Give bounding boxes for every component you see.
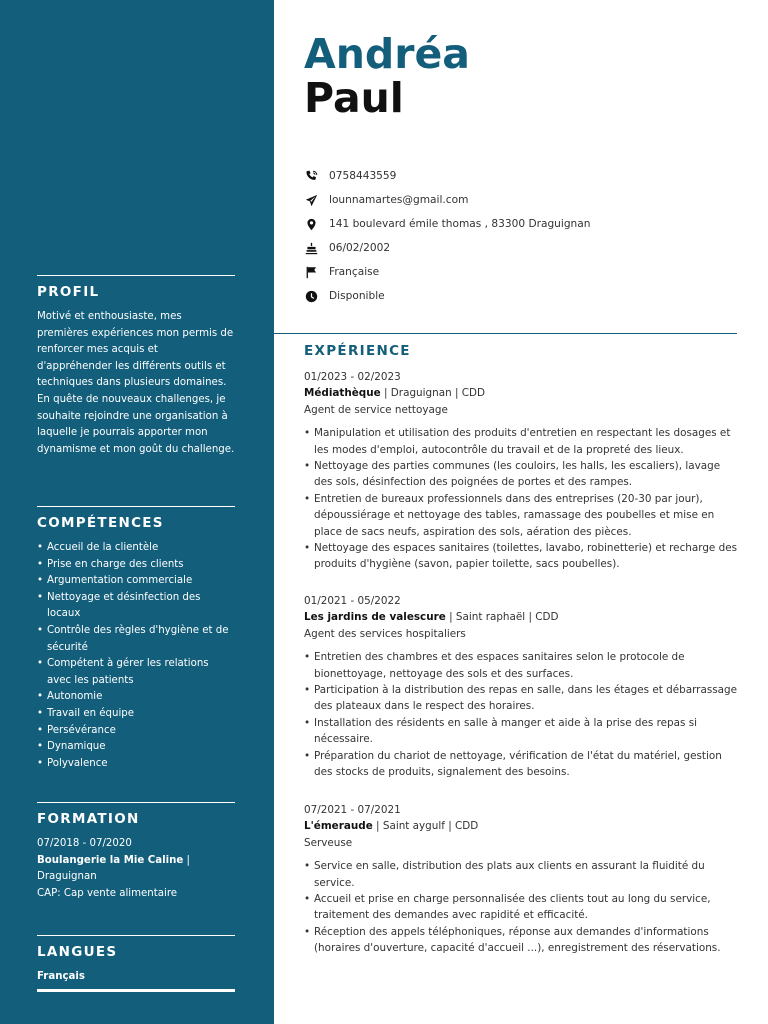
languages-section xyxy=(37,935,235,992)
job-task: • Installation des résidents en salle à manger et aide à la prise des repas si nécessaire. xyxy=(304,715,740,748)
sidebar xyxy=(0,0,274,1024)
section-divider xyxy=(274,333,737,334)
email-address: lounnamartes@gmail.com xyxy=(329,194,469,206)
profile-section xyxy=(37,275,235,458)
job-task: • Entretien des chambres et des espaces sanitaires selon le protocole de bionettoyage, nettoyage des sols et des surfaces. xyxy=(304,649,740,682)
job-entry xyxy=(304,369,740,573)
flag-icon xyxy=(304,265,318,279)
job-dates: 01/2023 - 02/2023 xyxy=(304,371,401,383)
skill-item: • Compétent à gérer les relations avec les patients xyxy=(37,656,235,689)
education-school-line xyxy=(37,853,235,870)
birth-date: 06/02/2002 xyxy=(329,242,391,254)
education-title: FORMATION xyxy=(37,811,140,827)
skill-item: • Dynamique xyxy=(37,739,235,756)
job-employer: L'émeraude xyxy=(304,820,373,833)
job-dates: 07/2021 - 07/2021 xyxy=(304,804,401,816)
languages-title: LANGUES xyxy=(37,944,118,960)
job-entry xyxy=(304,593,740,780)
job-task: • Préparation du chariot de nettoyage, vérification de l'état du matériel, gestion des stocks de produits, signalement des besoins. xyxy=(304,748,740,781)
job-employer-line xyxy=(304,385,740,401)
skills-title: COMPÉTENCES xyxy=(37,515,164,531)
job-task: • Accueil et prise en charge personnalisée des clients tout au long du service, traitement des demandes avec rapidité et efficacité. xyxy=(304,891,740,924)
job-employer: Les jardins de valescure xyxy=(304,611,446,624)
contact-birthdate xyxy=(304,236,590,260)
contact-address xyxy=(304,212,590,236)
job-details: | Draguignan | CDD xyxy=(380,387,486,400)
first-name: Andréa xyxy=(304,30,470,78)
contact-phone xyxy=(304,164,590,188)
job-task: • Entretien de bureaux professionnels dans des entreprises (20-30 par jour), dépoussiérage et nettoyage des tables, ramassage des poubelles et mise en place de sacs neufs, aspiration des sols, aération des pièces. xyxy=(304,491,740,540)
job-role: Serveuse xyxy=(304,836,353,849)
job-task: • Manipulation et utilisation des produits d'entretien en respectant les dosages et les modes d'emploi, autocontrôle du travail et de la propreté des lieux. xyxy=(304,425,740,458)
job-role: Agent des services hospitaliers xyxy=(304,627,466,640)
phone-number: 0758443559 xyxy=(329,170,397,182)
contact-nationality xyxy=(304,260,590,284)
section-divider xyxy=(37,275,235,276)
skill-item: • Autonomie xyxy=(37,689,235,706)
section-divider xyxy=(37,802,235,803)
job-task: • Nettoyage des espaces sanitaires (toilettes, lavabo, robinetterie) et recharge des produits d'hygiène (savon, papier toilette, sacs poubelles). xyxy=(304,540,740,573)
skill-item: • Prise en charge des clients xyxy=(37,557,235,574)
nationality: Française xyxy=(329,266,380,278)
job-tasks xyxy=(304,649,740,780)
job-tasks xyxy=(304,858,740,956)
last-name: Paul xyxy=(304,74,404,122)
job-tasks xyxy=(304,425,740,573)
education-separator: | xyxy=(183,854,190,866)
contact-list xyxy=(304,164,590,308)
profile-title: PROFIL xyxy=(37,284,100,300)
skills-list xyxy=(37,540,235,772)
skill-item: • Argumentation commerciale xyxy=(37,573,235,590)
job-role: Agent de service nettoyage xyxy=(304,403,448,416)
job-employer-line xyxy=(304,818,740,834)
main-content xyxy=(274,0,768,1024)
section-divider xyxy=(37,935,235,936)
language-name: Français xyxy=(37,971,85,982)
section-divider xyxy=(37,506,235,507)
postal-address: 141 boulevard émile thomas , 83300 Draguignan xyxy=(329,218,591,230)
education-dates: 07/2018 - 07/2020 xyxy=(37,838,132,849)
job-details: | Saint raphaël | CDD xyxy=(445,611,559,624)
clock-icon xyxy=(304,289,318,303)
education-entry xyxy=(37,836,235,902)
birthday-cake-icon xyxy=(304,241,318,255)
skill-item: • Travail en équipe xyxy=(37,706,235,723)
language-level-bar xyxy=(37,989,235,992)
skill-item: • Accueil de la clientèle xyxy=(37,540,235,557)
education-degree: CAP: Cap vente alimentaire xyxy=(37,887,178,899)
job-employer-line xyxy=(304,609,740,625)
job-task: • Nettoyage des parties communes (les couloirs, les halls, les escaliers), lavage des sols, désinfection des poignées de portes et des rampes. xyxy=(304,458,740,491)
job-entry xyxy=(304,802,740,957)
contact-availability xyxy=(304,284,590,308)
education-school: Boulangerie la Mie Caline xyxy=(37,854,184,866)
education-section xyxy=(37,802,235,902)
job-employer: Médiathèque xyxy=(304,387,381,400)
job-task: • Réception des appels téléphoniques, réponse aux demandes d'informations (horaires d'ouverture, capacité d'accueil ...), enregistrement des réservations. xyxy=(304,924,740,957)
education-city: Draguignan xyxy=(37,871,97,883)
job-details: | Saint aygulf | CDD xyxy=(372,820,479,833)
send-icon xyxy=(304,193,318,207)
job-task: • Service en salle, distribution des plats aux clients en assurant la fluidité du service. xyxy=(304,858,740,891)
job-task: • Participation à la distribution des repas en salle, dans les étages et débarrassage des plateaux dans le respect des horaires. xyxy=(304,682,740,715)
skill-item: • Nettoyage et désinfection des locaux xyxy=(37,590,235,623)
contact-email xyxy=(304,188,590,212)
phone-icon xyxy=(304,169,318,183)
skill-item: • Polyvalence xyxy=(37,756,235,773)
skill-item: • Contrôle des règles d'hygiène et de sécurité xyxy=(37,623,235,656)
location-pin-icon xyxy=(304,217,318,231)
job-dates: 01/2021 - 05/2022 xyxy=(304,595,401,607)
experience-title: EXPÉRIENCE xyxy=(304,343,411,359)
skill-item: • Persévérance xyxy=(37,723,235,740)
skills-section xyxy=(37,506,235,772)
profile-text: Motivé et enthousiaste, mes premières expériences mon permis de renforcer mes acquis et d'appréhender les différents outils et techniques dans plusieurs domaines. En quête de nouveaux challenges, je souhaite rejoindre une organisation à laquelle je pourrais apporter mon dynamisme et mon goût du challenge. xyxy=(37,311,235,455)
availability: Disponible xyxy=(329,290,385,302)
